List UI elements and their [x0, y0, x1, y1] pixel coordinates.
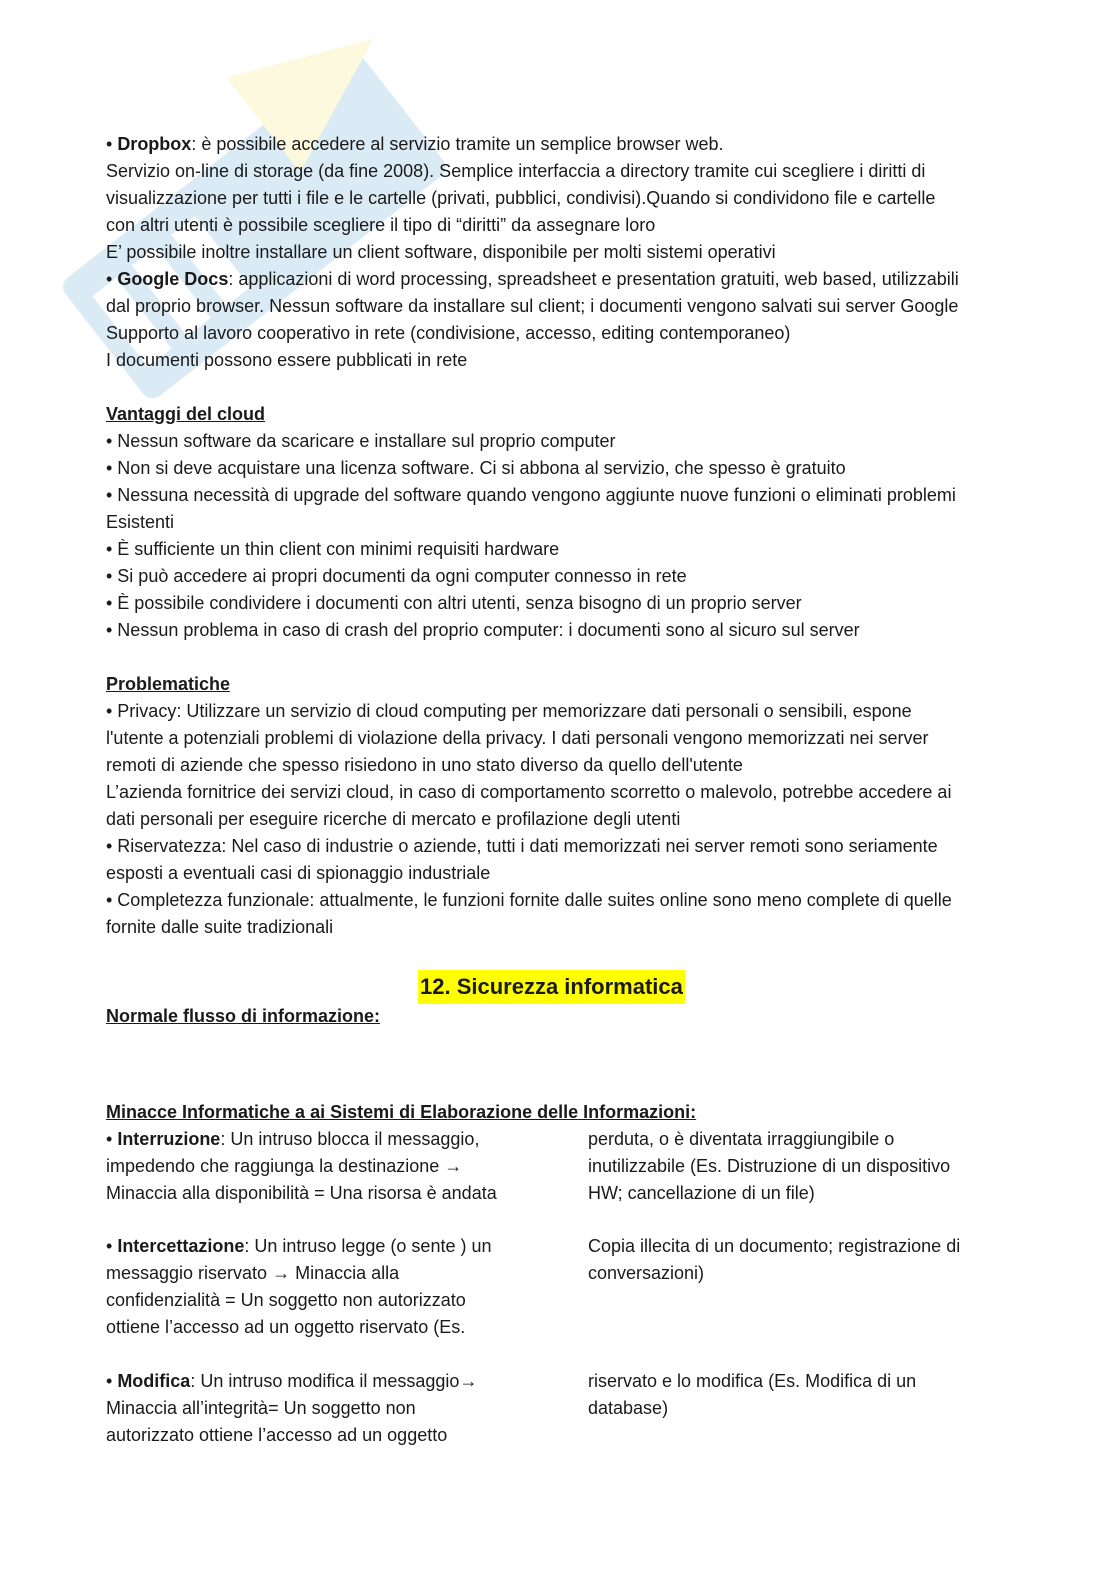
intercettazione-first-line: • Intercettazione: Un intruso legge (o sente ) un [106, 1236, 492, 1256]
modifica-line: autorizzato ottiene l’accesso ad un oggetto [106, 1425, 448, 1445]
intercettazione-line: confidenzialità = Un soggetto non autorizzato [106, 1290, 466, 1310]
modifica-first-line: • Modifica: Un intruso modifica il messaggio→ [106, 1371, 478, 1391]
problematiche-line: remoti di aziende che spesso risiedono in uno stato diverso da quello dell'utente [106, 755, 743, 775]
vantaggi-title: Vantaggi del cloud [106, 404, 266, 424]
gdocs-line: Supporto al lavoro cooperativo in rete (condivisione, accesso, editing contemporaneo) [106, 323, 791, 343]
intercettazione-line: messaggio riservato → Minaccia alla [106, 1263, 400, 1283]
vantaggi-item: • Si può accedere ai propri documenti da ogni computer connesso in rete [106, 566, 687, 586]
dropbox-line: con altri utenti è possibile scegliere il tipo di “diritti” da assegnare loro [106, 215, 656, 235]
problematiche-line: • Privacy: Utilizzare un servizio di cloud computing per memorizzare dati personali o sensibili, espone [106, 701, 912, 721]
interruzione-line: perduta, o è diventata irraggiungibile o [588, 1129, 895, 1149]
modifica-line: riservato e lo modifica (Es. Modifica di un [588, 1371, 917, 1391]
intercettazione-line: conversazioni) [588, 1263, 705, 1283]
problematiche-line: fornite dalle suite tradizionali [106, 917, 334, 937]
section-heading: 12. Sicurezza informatica [418, 970, 685, 1004]
gdocs-line: I documenti possono essere pubblicati in rete [106, 350, 468, 370]
dropbox-bullet: • Dropbox: è possibile accedere al servizio tramite un semplice browser web. [106, 134, 724, 154]
interruzione-first-line: • Interruzione: Un intruso blocca il messaggio, [106, 1129, 480, 1149]
cloud-services-section [106, 131, 1006, 374]
interruzione-line: HW; cancellazione di un file) [588, 1183, 815, 1203]
problematiche-title: Problematiche [106, 674, 231, 694]
interruzione-right [588, 1126, 950, 1207]
problematiche-section [106, 671, 1006, 941]
modifica-line: Minaccia all’integrità= Un soggetto non [106, 1398, 416, 1418]
vantaggi-item: Esistenti [106, 512, 175, 532]
vantaggi-item: • Nessun software da scaricare e installare sul proprio computer [106, 431, 616, 451]
vantaggi-item: • Nessuna necessità di upgrade del software quando vengono aggiunte nuove funzioni o eliminati problemi [106, 485, 956, 505]
interruzione-line: impedendo che raggiunga la destinazione → [106, 1156, 463, 1176]
intercettazione-left [106, 1233, 491, 1341]
intercettazione-line: ottiene l’accesso ad un oggetto riservato (Es. [106, 1317, 466, 1337]
vantaggi-item: • È sufficiente un thin client con minimi requisiti hardware [106, 539, 560, 559]
problematiche-line: • Completezza funzionale: attualmente, le funzioni fornite dalle suites online sono meno complete di quelle [106, 890, 952, 910]
flusso-block [106, 1003, 1006, 1030]
problematiche-line: l'utente a potenziali problemi di violazione della privacy. I dati personali vengono memorizzati nei server [106, 728, 929, 748]
intercettazione-right [588, 1233, 960, 1287]
interruzione-line: Minaccia alla disponibilità = Una risorsa è andata [106, 1183, 497, 1203]
minacce-block [106, 1099, 1006, 1126]
vantaggi-item: • Nessun problema in caso di crash del proprio computer: i documenti sono al sicuro sul server [106, 620, 860, 640]
vantaggi-section [106, 401, 1006, 644]
problematiche-line: esposti a eventuali casi di spionaggio industriale [106, 863, 491, 883]
interruzione-left [106, 1126, 497, 1207]
dropbox-line: E’ possibile inoltre installare un client software, disponibile per molti sistemi operativi [106, 242, 776, 262]
modifica-right [588, 1368, 916, 1422]
gdocs-line: dal proprio browser. Nessun software da installare sul client; i documenti vengono salvati sui server Google [106, 296, 959, 316]
dropbox-line: visualizzazione per tutti i file e le cartelle (privati, pubblici, condivisi).Quando si condividono file e cartelle [106, 188, 936, 208]
modifica-line: database) [588, 1398, 669, 1418]
dropbox-line: Servizio on-line di storage (da fine 2008). Semplice interfaccia a directory tramite cui scegliere i diritti di [106, 161, 926, 181]
problematiche-line: L’azienda fornitrice dei servizi cloud, in caso di comportamento scorretto o malevolo, potrebbe accedere ai [106, 782, 952, 802]
minacce-title: Minacce Informatiche a ai Sistemi di Elaborazione delle Informazioni: [106, 1102, 697, 1122]
problematiche-line: • Riservatezza: Nel caso di industrie o aziende, tutti i dati memorizzati nei server remoti sono seriamente [106, 836, 938, 856]
flusso-title: Normale flusso di informazione: [106, 1006, 381, 1026]
modifica-left [106, 1368, 477, 1449]
vantaggi-item: • Non si deve acquistare una licenza software. Ci si abbona al servizio, che spesso è gratuito [106, 458, 846, 478]
vantaggi-item: • È possibile condividere i documenti con altri utenti, senza bisogno di un proprio server [106, 593, 802, 613]
problematiche-line: dati personali per eseguire ricerche di mercato e profilazione degli utenti [106, 809, 681, 829]
interruzione-line: inutilizzabile (Es. Distruzione di un dispositivo [588, 1156, 951, 1176]
gdocs-bullet: • Google Docs: applicazioni di word processing, spreadsheet e presentation gratuiti, web based, utilizzabili [106, 269, 959, 289]
intercettazione-line: Copia illecita di un documento; registrazione di [588, 1236, 961, 1256]
